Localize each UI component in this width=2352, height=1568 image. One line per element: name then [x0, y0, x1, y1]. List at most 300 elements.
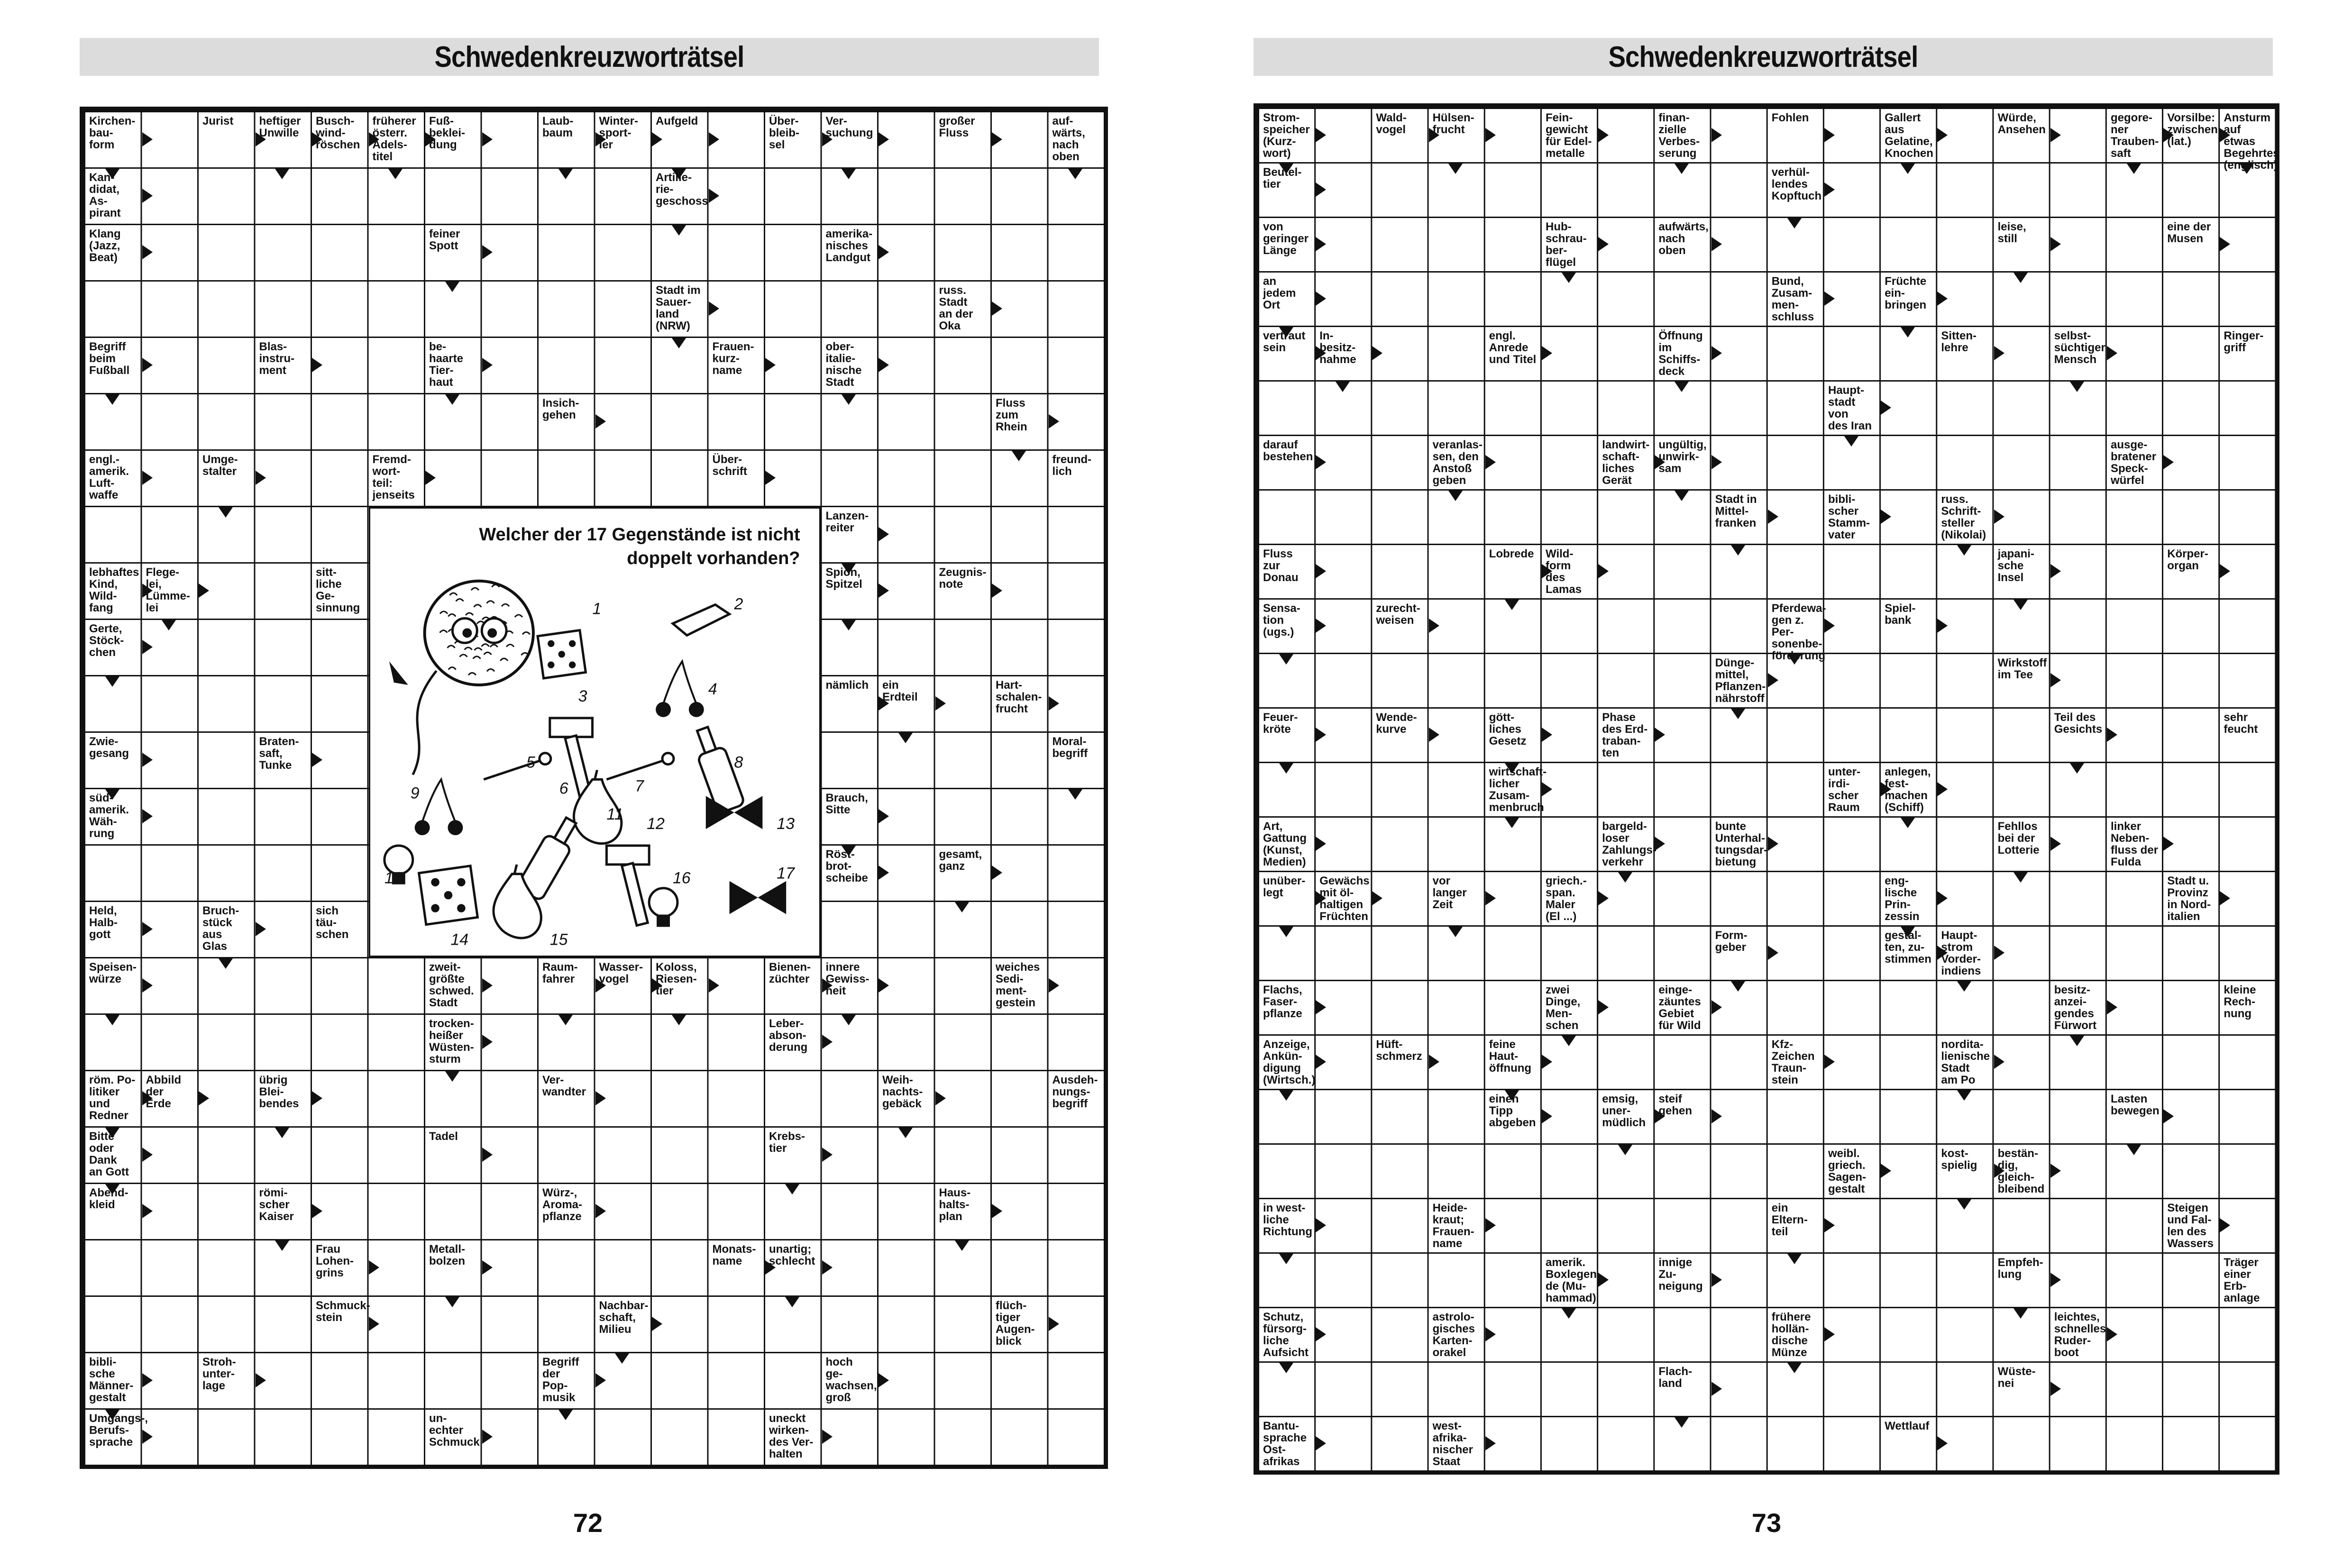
right-crossword-grid[interactable]: [1254, 103, 2279, 1475]
left-arrow-right-icon: [879, 132, 889, 146]
left-arrow-right-icon: [935, 1091, 946, 1105]
right-clue-cell: Art, Gattung (Kunst, Medien): [1263, 820, 1307, 868]
right-clue-cell: eine der Musen: [2167, 220, 2211, 245]
left-arrow-down-icon: [558, 1410, 573, 1420]
left-clue-cell: heftiger Unwille: [259, 115, 301, 139]
left-arrow-down-icon: [275, 169, 289, 179]
cherry-icon: [663, 661, 696, 704]
left-clue-cell: lebhaftes Kind, Wild- fang: [89, 566, 139, 614]
left-clue-cell: Über- bleib- sel: [769, 115, 799, 151]
picture-puzzle-drawing: [370, 575, 819, 956]
right-arrow-down-icon: [1505, 600, 1519, 610]
right-arrow-down-icon: [1448, 164, 1463, 174]
right-arrow-down-icon: [2127, 1145, 2141, 1155]
left-arrow-right-icon: [142, 1204, 153, 1218]
left-clue-cell: Umge- stalter: [202, 453, 238, 478]
left-arrow-down-icon: [445, 1071, 459, 1082]
right-clue-cell: Bantu- sprache Ost- afrikas: [1263, 1420, 1307, 1468]
right-page: [1176, 0, 2352, 1568]
right-clue-cell: Flachs, Faser- pflanze: [1263, 984, 1302, 1020]
right-arrow-right-icon: [1316, 455, 1326, 469]
right-arrow-down-icon: [1562, 1308, 1576, 1319]
left-clue-cell: trocken- heißer Wüsten- sturm: [429, 1017, 474, 1066]
left-clue-cell: Brauch, Sitte: [825, 792, 868, 816]
left-clue-cell: Krebs- tier: [769, 1130, 805, 1155]
right-arrow-down-icon: [2013, 273, 2028, 283]
left-arrow-down-icon: [672, 225, 686, 236]
left-clue-cell: Busch- wind- röschen: [316, 115, 360, 151]
picture-item-number: 15: [549, 930, 567, 949]
right-arrow-right-icon: [2050, 837, 2061, 851]
right-clue-cell: Wettlauf: [1885, 1420, 1930, 1432]
right-clue-cell: Fluss zur Donau: [1263, 547, 1299, 584]
left-arrow-right-icon: [256, 1373, 266, 1387]
left-clue-cell: großer Fluss: [939, 115, 975, 139]
right-arrow-right-icon: [1372, 891, 1382, 905]
left-clue-cell: Ausdeh- nungs- begriff: [1052, 1074, 1098, 1110]
left-arrow-down-icon: [955, 902, 969, 912]
left-crossword-grid[interactable]: [80, 107, 1108, 1469]
left-clue-cell: Frauen- kurz- name: [712, 340, 754, 377]
right-arrow-right-icon: [1937, 1436, 1948, 1450]
left-arrow-down-icon: [275, 1240, 289, 1251]
right-clue-cell: Vorsilbe: zwischen (lat.): [2167, 111, 2218, 148]
right-title-bar: [1254, 38, 2273, 76]
right-clue-cell: Feuer- kröte: [1263, 711, 1298, 736]
right-arrow-down-icon: [1844, 436, 1858, 447]
right-clue-cell: Sitten- lehre: [1941, 329, 1977, 354]
right-arrow-down-icon: [1787, 218, 1802, 228]
right-arrow-right-icon: [1598, 564, 1609, 578]
left-clue-cell: Stadt im Sauer- land (NRW): [656, 284, 701, 332]
left-arrow-right-icon: [879, 1373, 889, 1387]
left-clue-cell: Insich- gehen: [542, 397, 579, 421]
right-arrow-right-icon: [1711, 1273, 1722, 1287]
right-arrow-down-icon: [1731, 545, 1745, 556]
left-arrow-right-icon: [709, 189, 719, 203]
right-arrow-down-icon: [1279, 1363, 1293, 1373]
right-clue-cell: bunte Unterhal- tungsdar- bietung: [1715, 820, 1768, 868]
right-clue-cell: In- besitz- nahme: [1319, 329, 1356, 366]
left-clue-cell: Speisen- würze: [89, 961, 137, 985]
left-clue-cell: Röst- brot- scheibe: [825, 848, 868, 884]
left-arrow-right-icon: [1049, 1317, 1059, 1331]
right-arrow-right-icon: [2220, 564, 2230, 578]
left-page-number: 72: [573, 1508, 603, 1538]
right-arrow-right-icon: [1316, 1436, 1326, 1450]
hammer-icon: [549, 718, 592, 737]
left-arrow-down-icon: [388, 169, 403, 179]
left-clue-cell: Zwie- gesang: [89, 735, 129, 760]
right-arrow-down-icon: [1731, 981, 1745, 992]
picture-item-number: 10: [384, 869, 403, 887]
left-arrow-right-icon: [142, 922, 153, 936]
right-page-title: Schwedenkreuzworträtsel: [1608, 40, 1918, 73]
right-arrow-right-icon: [1316, 728, 1326, 742]
right-arrow-right-icon: [1711, 237, 1722, 251]
right-clue-cell: veranlas- sen, den Anstoß geben: [1432, 438, 1483, 487]
left-clue-cell: Leber- abson- derung: [769, 1017, 808, 1054]
left-arrow-down-icon: [558, 1015, 573, 1025]
left-arrow-right-icon: [142, 1430, 153, 1444]
right-clue-cell: besitz- anzei- gendes Fürwort: [2054, 984, 2097, 1032]
right-arrow-right-icon: [1598, 237, 1609, 251]
right-clue-cell: bestän- dig, gleich- bleibend: [1997, 1147, 2045, 1195]
left-arrow-right-icon: [312, 358, 322, 372]
left-arrow-right-icon: [879, 527, 889, 541]
right-arrow-right-icon: [1542, 1109, 1552, 1123]
right-clue-cell: Wende- kurve: [1376, 711, 1417, 736]
right-arrow-down-icon: [1787, 654, 1802, 665]
left-clue-cell: Koloss, Riesen- tier: [656, 961, 697, 997]
left-arrow-right-icon: [822, 1035, 833, 1049]
right-arrow-right-icon: [2107, 1327, 2117, 1341]
right-clue-cell: leise, still: [1997, 220, 2026, 245]
left-clue-cell: Monats- name: [712, 1243, 756, 1267]
left-clue-cell: feiner Spott: [429, 228, 460, 252]
left-clue-cell: Flege- lei, Lümme- lei: [146, 566, 190, 614]
left-arrow-right-icon: [1049, 414, 1059, 428]
light-bulb-icon: [649, 888, 677, 917]
left-clue-cell: freund- lich: [1052, 453, 1092, 478]
left-arrow-down-icon: [842, 1015, 856, 1025]
left-arrow-right-icon: [482, 132, 493, 146]
right-clue-cell: zurecht- weisen: [1376, 602, 1420, 627]
left-clue-cell: Winter- sport- ler: [599, 115, 638, 151]
right-arrow-right-icon: [1711, 1109, 1722, 1123]
left-arrow-right-icon: [142, 245, 153, 259]
right-clue-cell: kleine Rech- nung: [2224, 984, 2256, 1020]
left-clue-cell: Ver- wandter: [542, 1074, 586, 1098]
left-arrow-right-icon: [879, 358, 889, 372]
picture-item-number: 13: [776, 815, 795, 833]
left-clue-cell: nämlich: [825, 679, 869, 692]
right-clue-cell: Fohlen: [1771, 111, 1809, 124]
left-clue-cell: zweit- größte schwed. Stadt: [429, 961, 474, 1009]
left-clue-cell: Tadel: [429, 1130, 458, 1143]
right-clue-cell: Spiel- bank: [1885, 602, 1916, 627]
right-arrow-right-icon: [2163, 1109, 2174, 1123]
right-clue-cell: ungültig, unwirk- sam: [1658, 438, 1707, 475]
cherry-icon: [422, 779, 455, 822]
right-arrow-right-icon: [1655, 837, 1665, 851]
right-clue-cell: engl. Anrede und Titel: [1489, 329, 1537, 366]
picture-item-number: 8: [734, 753, 743, 772]
right-clue-cell: aufwärts, nach oben: [1658, 220, 1709, 257]
left-arrow-right-icon: [142, 1373, 153, 1387]
right-arrow-down-icon: [1279, 763, 1293, 774]
left-clue-cell: Bruch- stück aus Glas: [202, 904, 239, 953]
picture-item-number: 17: [776, 864, 795, 883]
left-arrow-down-icon: [672, 338, 686, 348]
right-clue-cell: Wild- form des Lamas: [1546, 547, 1582, 596]
picture-puzzle: [369, 507, 821, 957]
right-clue-cell: steif gehen: [1658, 1093, 1693, 1117]
left-clue-cell: engl.- amerik. Luft- waffe: [89, 453, 129, 501]
left-clue-cell: Aufgeld: [656, 115, 698, 128]
left-title-bar: [80, 38, 1099, 76]
right-arrow-down-icon: [1279, 1090, 1293, 1101]
right-arrow-right-icon: [1881, 401, 1891, 415]
left-clue-cell: Kan- didat, As- pirant: [89, 171, 121, 219]
picture-item-number: 4: [708, 680, 717, 698]
left-clue-cell: Braten- saft, Tunke: [259, 735, 299, 772]
right-arrow-down-icon: [1901, 327, 1915, 337]
right-arrow-down-icon: [1957, 1199, 1971, 1210]
left-arrow-right-icon: [709, 978, 719, 993]
picture-item-number: 14: [450, 930, 468, 949]
right-arrow-right-icon: [2050, 1382, 2061, 1396]
right-clue-cell: Flach- land: [1658, 1365, 1693, 1390]
right-clue-cell: gestal- ten, zu- stimmen: [1885, 929, 1931, 966]
right-arrow-right-icon: [2050, 1273, 2061, 1287]
left-clue-cell: sitt- liche Ge- sinnung: [316, 566, 360, 614]
right-clue-cell: Schutz, fürsorg- liche Aufsicht: [1263, 1311, 1309, 1359]
left-clue-cell: Nachbar- schaft, Milieu: [599, 1299, 649, 1336]
left-arrow-down-icon: [219, 958, 233, 969]
right-arrow-right-icon: [1485, 1327, 1496, 1341]
left-clue-cell: Schmuck- stein: [316, 1299, 370, 1324]
right-clue-cell: Öffnung im Schiffs- deck: [1658, 329, 1703, 378]
left-arrow-down-icon: [898, 733, 913, 743]
right-clue-cell: innige Zu- neigung: [1658, 1256, 1703, 1293]
left-clue-cell: Weih- nachts- gebäck: [882, 1074, 923, 1110]
right-arrow-right-icon: [1768, 946, 1778, 960]
left-arrow-down-icon: [1068, 169, 1082, 179]
left-arrow-right-icon: [822, 1148, 833, 1162]
right-arrow-right-icon: [2163, 455, 2174, 469]
right-arrow-right-icon: [1485, 891, 1496, 905]
left-clue-cell: Frau Lohen- grins: [316, 1243, 354, 1279]
left-arrow-right-icon: [992, 132, 1002, 146]
right-clue-cell: von geringer Länge: [1263, 220, 1309, 257]
right-clue-cell: Hüft- schmerz: [1376, 1038, 1422, 1063]
right-arrow-right-icon: [2050, 673, 2061, 687]
right-clue-cell: Früchte ein- bringen: [1885, 275, 1927, 311]
left-arrow-right-icon: [709, 132, 719, 146]
right-clue-cell: vertraut sein: [1263, 329, 1306, 354]
left-arrow-right-icon: [822, 1430, 833, 1444]
picture-puzzle-question: Welcher der 17 Gegenstände ist nicht doppelt vorhanden?: [479, 525, 800, 568]
left-arrow-right-icon: [482, 1148, 493, 1162]
left-clue-cell: Wasser- vogel: [599, 961, 643, 985]
right-clue-cell: kost- spielig: [1941, 1147, 1977, 1172]
left-clue-cell: Abbild der Erde: [146, 1074, 182, 1110]
right-arrow-right-icon: [1429, 619, 1439, 633]
right-arrow-right-icon: [2050, 237, 2061, 251]
left-page-title: Schwedenkreuzworträtsel: [434, 40, 744, 73]
left-clue-cell: hoch ge- wachsen, groß: [825, 1356, 877, 1404]
right-clue-cell: Gallert aus Gelatine, Knochen: [1885, 111, 1933, 160]
right-arrow-right-icon: [1316, 182, 1326, 197]
right-arrow-down-icon: [1448, 927, 1463, 937]
right-arrow-down-icon: [1505, 818, 1519, 828]
right-arrow-down-icon: [1731, 709, 1745, 719]
left-arrow-right-icon: [312, 1091, 322, 1105]
bow-tie-icon: [729, 881, 786, 914]
right-arrow-right-icon: [1937, 619, 1948, 633]
picture-item-number: 2: [734, 595, 743, 613]
right-clue-cell: Ringer- griff: [2224, 329, 2264, 354]
right-page-number: 73: [1751, 1508, 1782, 1538]
right-arrow-right-icon: [1881, 1164, 1891, 1178]
right-arrow-down-icon: [2070, 382, 2084, 392]
right-clue-cell: Wüste- nei: [1997, 1365, 2036, 1390]
left-clue-cell: un- echter Schmuck: [429, 1412, 480, 1449]
right-arrow-right-icon: [2163, 837, 2174, 851]
eraser-icon: [672, 605, 729, 636]
right-clue-cell: gött- liches Gesetz: [1489, 711, 1527, 748]
right-clue-cell: unüber- legt: [1263, 875, 1306, 899]
right-clue-cell: Beutel- tier: [1263, 166, 1302, 191]
right-clue-cell: einge- zäuntes Gebiet für Wild: [1658, 984, 1701, 1032]
right-arrow-right-icon: [2107, 346, 2117, 360]
left-arrow-right-icon: [142, 640, 153, 654]
right-clue-cell: Wald- vogel: [1376, 111, 1407, 136]
right-arrow-down-icon: [1562, 273, 1576, 283]
right-arrow-right-icon: [1824, 619, 1835, 633]
right-clue-cell: landwirt- schaft- liches Gerät: [1602, 438, 1650, 487]
right-arrow-right-icon: [2220, 891, 2230, 905]
left-arrow-right-icon: [199, 583, 209, 598]
left-clue-cell: Jurist: [202, 115, 234, 128]
right-clue-cell: west- afrika- nischer Staat: [1432, 1420, 1473, 1468]
left-clue-cell: innere Gewiss- heit: [825, 961, 869, 997]
left-clue-cell: bibli- sche Männer- gestalt: [89, 1356, 134, 1404]
left-arrow-right-icon: [142, 189, 153, 203]
right-arrow-right-icon: [1316, 564, 1326, 578]
right-clue-cell: Ansturm auf etwas Begehrtes (englisch): [2224, 111, 2279, 172]
right-clue-cell: emsig, uner- müdlich: [1602, 1093, 1646, 1129]
left-clue-cell: gesamt, ganz: [939, 848, 982, 873]
left-clue-cell: russ. Stadt an der Oka: [939, 284, 973, 332]
right-arrow-right-icon: [1316, 1055, 1326, 1069]
right-arrow-down-icon: [1675, 1417, 1689, 1428]
left-arrow-right-icon: [652, 1317, 662, 1331]
left-clue-cell: amerika- nisches Landgut: [825, 228, 873, 264]
right-arrow-down-icon: [1562, 1036, 1576, 1046]
left-arrow-right-icon: [1049, 978, 1059, 993]
right-arrow-right-icon: [1824, 182, 1835, 197]
right-arrow-right-icon: [2220, 1218, 2230, 1232]
left-arrow-right-icon: [1049, 696, 1059, 711]
left-arrow-right-icon: [595, 1204, 606, 1218]
left-arrow-right-icon: [765, 358, 776, 372]
left-arrow-down-icon: [275, 1128, 289, 1138]
left-arrow-right-icon: [142, 1148, 153, 1162]
right-arrow-right-icon: [1429, 1055, 1439, 1069]
left-arrow-right-icon: [482, 245, 493, 259]
right-clue-cell: frühere hollän- dische Münze: [1771, 1311, 1811, 1359]
right-arrow-right-icon: [1937, 891, 1948, 905]
right-clue-cell: Träger einer Erb- anlage: [2224, 1256, 2260, 1304]
right-arrow-right-icon: [1372, 346, 1382, 360]
picture-item-number: 3: [578, 687, 587, 705]
right-clue-cell: Pferdewa- gen z. Per- sonenbe- förderung: [1771, 602, 1826, 662]
right-arrow-right-icon: [1542, 1055, 1552, 1069]
left-clue-cell: Bienen- züchter: [769, 961, 811, 985]
left-arrow-right-icon: [879, 583, 889, 598]
right-arrow-right-icon: [1655, 728, 1665, 742]
right-arrow-right-icon: [1824, 128, 1835, 142]
right-arrow-right-icon: [1768, 510, 1778, 524]
right-arrow-down-icon: [2127, 164, 2141, 174]
left-arrow-right-icon: [595, 1091, 606, 1105]
right-clue-cell: Sensa- tion (ugs.): [1263, 602, 1300, 638]
right-clue-cell: selbst- süchtiger Mensch: [2054, 329, 2105, 366]
right-clue-cell: astrolo- gisches Karten- orakel: [1432, 1311, 1475, 1359]
right-arrow-right-icon: [1711, 1000, 1722, 1014]
left-arrow-right-icon: [709, 301, 719, 316]
right-arrow-right-icon: [1429, 728, 1439, 742]
right-clue-cell: finan- zielle Verbes- serung: [1658, 111, 1700, 160]
right-arrow-down-icon: [1618, 872, 1632, 883]
right-clue-cell: Lobrede: [1489, 547, 1534, 560]
right-clue-cell: eng- lische Prin- zessin: [1885, 875, 1920, 923]
right-clue-cell: Fein- gewicht für Edel- metalle: [1546, 111, 1592, 160]
right-clue-cell: einen Tipp abgeben: [1489, 1093, 1536, 1129]
right-arrow-right-icon: [2050, 564, 2061, 578]
left-clue-cell: Haus- halts- plan: [939, 1186, 971, 1223]
right-arrow-down-icon: [1675, 382, 1689, 392]
right-clue-cell: japani- sche Insel: [1997, 547, 2034, 584]
left-clue-cell: sich täu- schen: [316, 904, 349, 941]
right-arrow-right-icon: [1824, 292, 1835, 306]
left-clue-cell: ober- italie- nische Stadt: [825, 340, 862, 389]
right-clue-cell: Empfeh- lung: [1997, 1256, 2043, 1281]
left-clue-cell: Klang (Jazz, Beat): [89, 228, 121, 264]
left-arrow-right-icon: [935, 696, 946, 711]
right-clue-cell: Lasten bewegen: [2111, 1093, 2160, 1117]
left-arrow-right-icon: [992, 866, 1002, 880]
right-clue-cell: Gewächs mit öl- haltigen Früchten: [1319, 875, 1370, 923]
left-arrow-down-icon: [955, 1240, 969, 1251]
left-clue-cell: uneckt wirken- des Ver- halten: [769, 1412, 814, 1460]
right-arrow-right-icon: [1937, 292, 1948, 306]
right-clue-cell: Körper- organ: [2167, 547, 2208, 572]
right-arrow-right-icon: [1881, 510, 1891, 524]
right-clue-cell: sehr feucht: [2224, 711, 2258, 736]
right-arrow-right-icon: [1994, 946, 2004, 960]
right-arrow-down-icon: [1787, 1254, 1802, 1264]
left-clue-cell: flüch- tiger Augen- blick: [996, 1299, 1035, 1348]
left-clue-cell: weiches Sedi- ment- gestein: [996, 961, 1040, 1009]
left-arrow-right-icon: [142, 809, 153, 823]
left-clue-cell: Blas- instru- ment: [259, 340, 295, 377]
right-arrow-down-icon: [1901, 818, 1915, 828]
right-arrow-down-icon: [2013, 872, 2028, 883]
right-arrow-down-icon: [1448, 491, 1463, 501]
left-arrow-right-icon: [482, 1260, 493, 1275]
left-arrow-down-icon: [162, 620, 176, 630]
right-arrow-right-icon: [1316, 292, 1326, 306]
right-arrow-right-icon: [1711, 1382, 1722, 1396]
right-clue-cell: Hub- schrau- ber- flügel: [1546, 220, 1587, 269]
right-arrow-right-icon: [1768, 837, 1778, 851]
right-clue-cell: feine Haut- öffnung: [1489, 1038, 1532, 1075]
left-arrow-right-icon: [142, 978, 153, 993]
left-arrow-down-icon: [785, 1297, 799, 1307]
left-arrow-right-icon: [142, 358, 153, 372]
left-clue-cell: Kirchen- bau- form: [89, 115, 136, 151]
right-clue-cell: in west- liche Richtung: [1263, 1202, 1312, 1238]
right-clue-cell: Würde, Ansehen: [1997, 111, 2046, 136]
right-clue-cell: ein Eltern- teil: [1771, 1202, 1808, 1238]
right-arrow-down-icon: [1279, 927, 1293, 937]
right-clue-cell: bargeld- loser Zahlungs- verkehr: [1602, 820, 1656, 868]
right-arrow-down-icon: [1787, 1363, 1802, 1373]
right-arrow-right-icon: [1485, 128, 1496, 142]
